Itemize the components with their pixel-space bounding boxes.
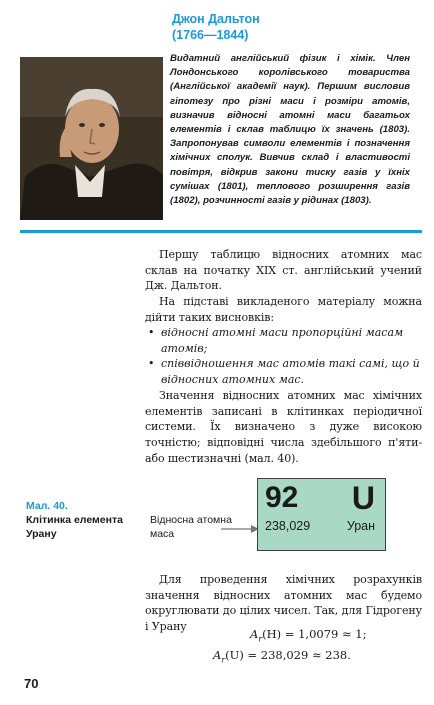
list-item bbox=[145, 356, 422, 387]
atomic-mass: 238,029 bbox=[265, 519, 311, 533]
paragraph-conclusions-intro: На підставі викладеного матеріалу можна дійти таких висновків: bbox=[145, 295, 422, 324]
bullet-dot: • bbox=[148, 357, 155, 371]
element-symbol: U bbox=[351, 480, 375, 516]
formula-uranium bbox=[213, 648, 351, 664]
formula-element: (U) bbox=[225, 648, 244, 662]
element-name: Уран bbox=[346, 519, 375, 533]
formula-subscript: r bbox=[258, 634, 263, 644]
section-divider bbox=[20, 230, 422, 233]
figure-caption-text: Клітинка елемента Урану bbox=[26, 514, 123, 540]
formula-hydrogen bbox=[250, 627, 366, 643]
paragraph-periodic-values: Значення відносних атомних мас хімічних елементів записані в клітинках періодичної системи. Їх визначено з дуже високою точністю; відповідні числа здебільшого п'яти- або шестизначні (мал. 40). bbox=[145, 389, 422, 465]
list-item-text: співвідношення мас атомів такі самі, що й відносних атомних мас. bbox=[161, 357, 420, 387]
formula-symbol: A bbox=[213, 648, 222, 662]
bio-description: Видатний англійський фізик і хімік. Член Лондонського королівського товариства (Англійської академії наук). Першим висловив гіпотезу про різні маси і розміри атомів, визначив відносні атомні маси багатьох елементів і склав таблицю їх значень (1803). Запропонував символи елементів і позначення хімічних сполук. Вивчив склад і властивості повітря, відкрив закони тиску газів у їхніх сумішах (1801), теплового розширення газів (1802), розчинності газів у рідинах (1803). bbox=[170, 53, 410, 207]
figure-number: Мал. 40. bbox=[26, 500, 68, 512]
bio-years: (1766—1844) bbox=[172, 28, 249, 42]
formula-value: = 238,029 ≈ 238. bbox=[247, 648, 351, 662]
page-number: 70 bbox=[24, 676, 39, 691]
arrow-icon bbox=[221, 523, 261, 535]
bio-name: Джон Дальтон bbox=[172, 12, 260, 26]
formula-symbol: A bbox=[250, 627, 259, 641]
bio-header bbox=[172, 11, 372, 43]
bullet-dot: • bbox=[148, 326, 155, 339]
paragraph-rounding: Для проведення хімічних розрахунків значення відносних атомних мас будемо округлювати до цілих чисел. Так, для Гідрогену і Урану bbox=[145, 573, 422, 634]
portrait-image bbox=[20, 57, 163, 220]
paragraph-dalton-table: Першу таблицю відносних атомних мас склав на початку XIX ст. англійський учений Дж. Дальтон. bbox=[145, 248, 422, 293]
list-item-text: відносні атомні маси пропорційні масам атомів; bbox=[161, 326, 404, 355]
list-item bbox=[145, 325, 422, 356]
atomic-number: 92 bbox=[265, 481, 299, 514]
conclusions-list bbox=[145, 325, 422, 388]
portrait-drawing bbox=[20, 57, 163, 220]
formula-element: (H) bbox=[262, 627, 282, 641]
formula-value: = 1,0079 ≈ 1; bbox=[284, 627, 367, 641]
figure-caption bbox=[26, 499, 126, 541]
uranium-element-cell bbox=[257, 478, 386, 551]
formula-subscript: r bbox=[221, 655, 226, 665]
relative-mass-label: Відносна атомна маса bbox=[150, 514, 232, 540]
